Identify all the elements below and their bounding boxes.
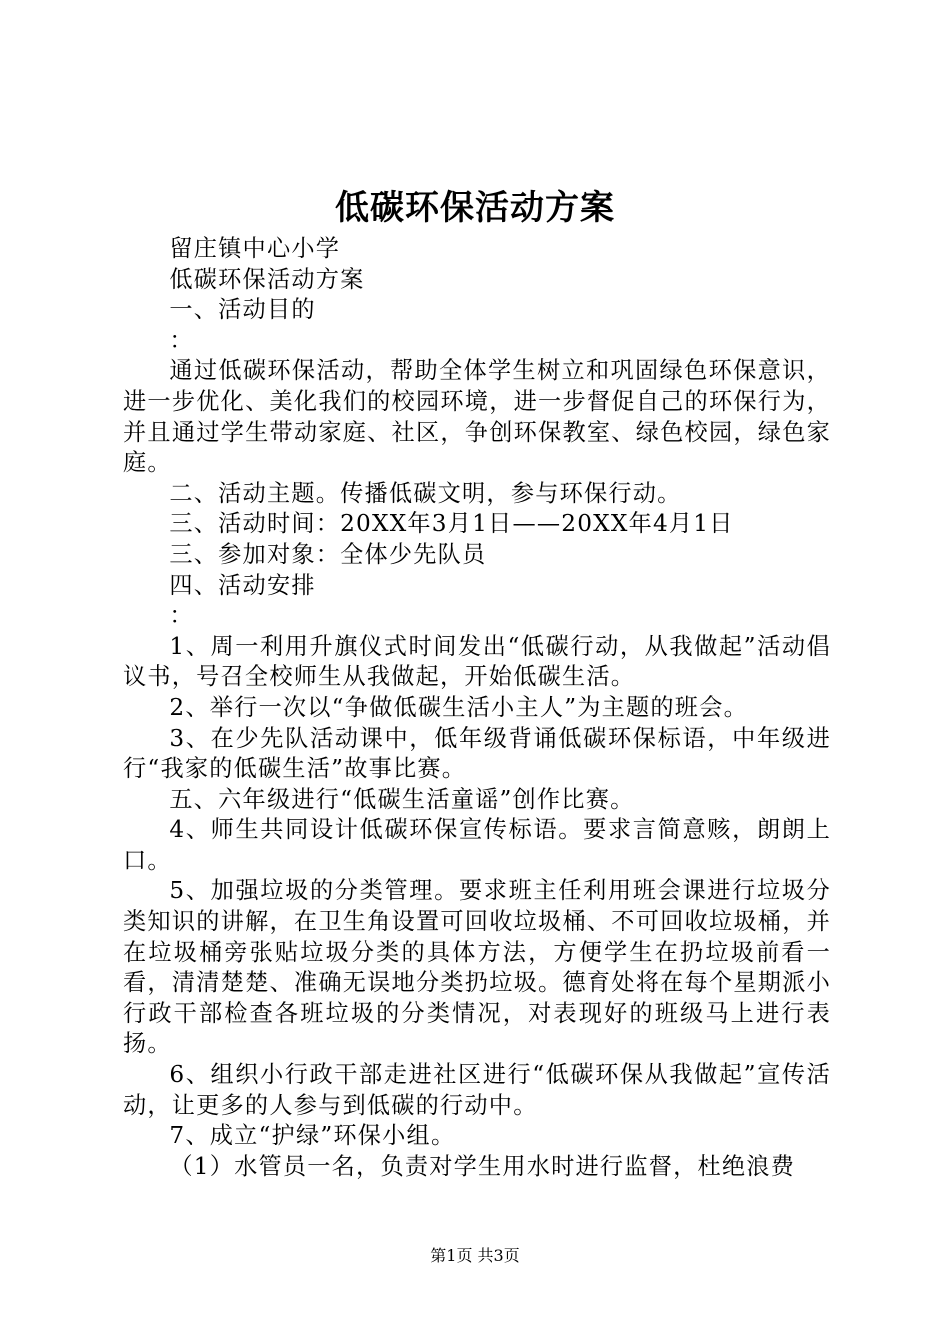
paragraph-participants: 三、参加对象：全体少先队员: [169, 540, 487, 568]
list-item-3b: 五、六年级进行“低碳生活童谣”创作比赛。: [169, 785, 635, 813]
list-item-5: 5、加强垃圾的分类管理。要求班主任利用班会课进行垃圾分类知识的讲解，在卫生角设置可回收垃圾桶、不可回收垃圾桶，并在垃圾桶旁张贴垃圾分类的具体方法，方便学生在扔垃圾前看一看，清清楚楚、准确无误地分类扔垃圾。德育处将在每个星期派小行政干部检查各班垃圾的分类情况，对表现好的班级马上进行表扬。: [123, 877, 831, 1058]
document-title: 低碳环保活动方案: [335, 188, 615, 228]
list-item-2: 2、举行一次以“争做低碳生活小主人”为主题的班会。: [169, 693, 748, 721]
list-item-6: 6、组织小行政干部走进社区进行“低碳环保从我做起”宣传活动，让更多的人参与到低碳的行动中。: [123, 1061, 831, 1119]
paragraph-theme: 二、活动主题。传播低碳文明，参与环保行动。: [169, 479, 682, 507]
paragraph-subtitle: 低碳环保活动方案: [169, 265, 365, 293]
list-item-7-1: （1）水管员一名，负责对学生用水时进行监督，杜绝浪费: [169, 1152, 796, 1180]
list-item-4: 4、师生共同设计低碳环保宣传标语。要求言简意赅，朗朗上口。: [123, 816, 831, 874]
paragraph-time: 三、活动时间：20XX年3月1日——20XX年4月1日: [169, 510, 734, 538]
paragraph-purpose: 通过低碳环保活动，帮助全体学生树立和巩固绿色环保意识，进一步优化、美化我们的校园环境，进一步督促自己的环保行为，并且通过学生带动家庭、社区，争创环保教室、绿色校园，绿色家庭。: [123, 357, 831, 477]
document-body: [123, 234, 831, 1182]
paragraph-school: 留庄镇中心小学: [169, 235, 341, 262]
list-item-3: 3、在少先队活动课中，低年级背诵低碳环保标语，中年级进行“我家的低碳生活”故事比赛。: [123, 724, 831, 783]
heading-arrangement: 四、活动安排: [169, 571, 316, 599]
page-footer: 第1页 共3页: [430, 1246, 520, 1265]
list-item-7: 7、成立“护绿”环保小组。: [169, 1122, 456, 1150]
colon-line: ：: [169, 602, 194, 630]
colon-line: ：: [169, 326, 194, 354]
list-item-1: 1、周一利用升旗仪式时间发出“低碳行动，从我做起”活动倡议书，号召全校师生从我做起，开始低碳生活。: [123, 632, 831, 691]
heading-purpose: 一、活动目的: [169, 296, 316, 324]
